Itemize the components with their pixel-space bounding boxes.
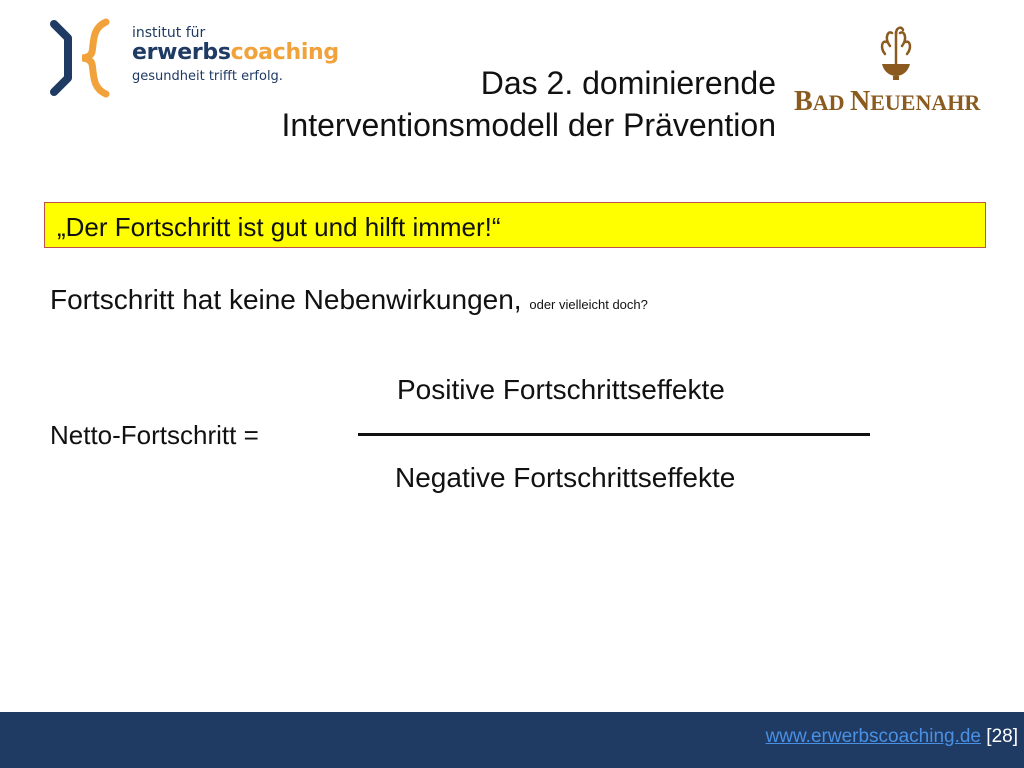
- formula-label: Netto-Fortschritt =: [50, 420, 259, 450]
- website-link[interactable]: www.erwerbscoaching.de: [765, 726, 982, 747]
- brace-logo-icon: [46, 18, 126, 98]
- footer-text: [766, 726, 1018, 748]
- logo-name-accent: coaching: [230, 40, 339, 65]
- page-number: [28]: [981, 726, 1018, 747]
- logo-institut-text: institut für: [132, 25, 206, 41]
- slide-title: [282, 62, 777, 146]
- formula-denominator: Negative Fortschrittseffekte: [395, 462, 736, 493]
- logo-tagline: gesundheit trifft erfolg.: [132, 69, 283, 84]
- bad-neuenahr-wordmark: BAD NEUENAHR: [794, 86, 981, 117]
- fraction-line: [358, 433, 870, 436]
- logo-name-main: erwerbs: [132, 40, 231, 65]
- bad-neuenahr-logo: [790, 20, 1000, 120]
- title-line-2: Interventionsmodell der Prävention: [281, 107, 776, 143]
- fountain-icon: [876, 24, 916, 82]
- statement-main: Fortschritt hat keine Nebenwirkungen,: [50, 284, 530, 315]
- statement: [50, 284, 648, 316]
- statement-aside: oder vielleicht doch?: [529, 297, 648, 312]
- title-line-1: Das 2. dominierende: [480, 65, 776, 101]
- footer-bar: [0, 712, 1024, 768]
- quote-text: „Der Fortschritt ist gut und hilft immer!“: [57, 212, 501, 242]
- quote-banner: [44, 202, 986, 248]
- formula-numerator: Positive Fortschrittseffekte: [397, 374, 725, 405]
